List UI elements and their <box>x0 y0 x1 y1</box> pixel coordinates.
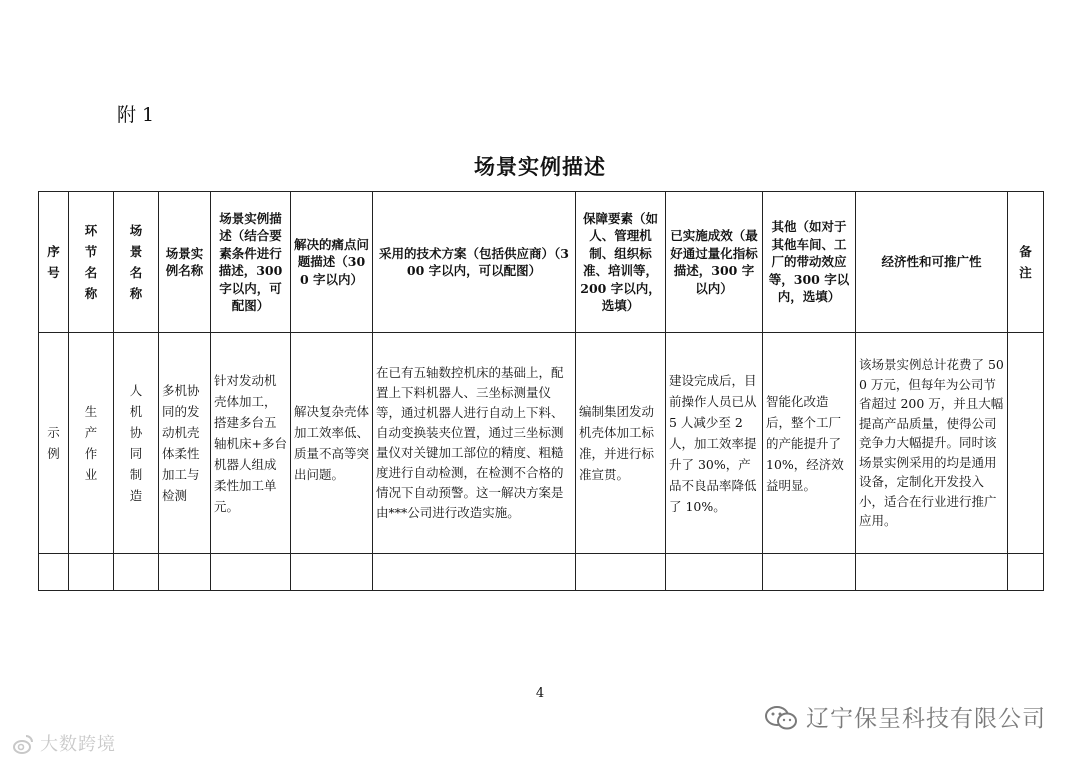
empty-cell <box>1008 554 1044 591</box>
header-cell-other: 其他（如对于其他车间、工厂的带动效应等，300 字以内，选填） <box>763 192 856 333</box>
empty-cell <box>666 554 763 591</box>
empty-cell <box>763 554 856 591</box>
scenario-table <box>38 191 1044 591</box>
cell-economics: 该场景实例总计花费了 500 万元，但每年为公司节省超过 200 万，并且大幅提高产品质量，使得公司竞争力大幅提升。同时该场景实例采用的均是通用设备，定制化开发投入小，适合在行业进行推广应用。 <box>856 333 1008 554</box>
watermark-right-text: 辽宁保呈科技有限公司 <box>806 706 1046 732</box>
header-cell-index: 序号 <box>39 192 69 333</box>
header-cell-technical-solution: 采用的技术方案（包括供应商）（300 字以内，可以配图） <box>373 192 576 333</box>
header-cell-stage: 环节名称 <box>69 192 114 333</box>
empty-cell <box>856 554 1008 591</box>
cell-scenario: 人机协同制造 <box>114 333 159 554</box>
header-cell-instance-description: 场景实例描述（结合要素条件进行描述，300 字以内，可配图） <box>211 192 291 333</box>
table-row-empty <box>39 554 1044 591</box>
empty-cell <box>291 554 373 591</box>
empty-cell <box>576 554 666 591</box>
cell-instance-name: 多机协同的发动机壳体柔性加工与检测 <box>159 333 211 554</box>
table-header-row <box>39 192 1044 333</box>
empty-cell <box>373 554 576 591</box>
empty-cell <box>69 554 114 591</box>
empty-cell <box>159 554 211 591</box>
cell-pain-points: 解决复杂壳体加工效率低、质量不高等突出问题。 <box>291 333 373 554</box>
cell-stage: 生产作业 <box>69 333 114 554</box>
page-title: 场景实例描述 <box>474 154 606 179</box>
header-cell-pain-points: 解决的痛点问题描述（300 字以内） <box>291 192 373 333</box>
cell-technical-solution: 在已有五轴数控机床的基础上，配置上下料机器人、三坐标测量仪等，通过机器人进行自动上下料、自动变换装夹位置，通过三坐标测量仪对关键加工部位的精度、粗糙度进行自动检测，在检测不合格的情况下自动预警。这一解决方案是由***公司进行改造实施。 <box>373 333 576 554</box>
appendix-label: 附 1 <box>117 104 155 126</box>
header-cell-instance-name: 场景实例名称 <box>159 192 211 333</box>
header-cell-results: 已实施成效（最好通过量化指标描述，300 字以内） <box>666 192 763 333</box>
table-row <box>39 333 1044 554</box>
cell-results: 建设完成后，目前操作人员已从 5 人减少至 2 人，加工效率提升了 30%，产品不良品率降低了 10%。 <box>666 333 763 554</box>
empty-cell <box>114 554 159 591</box>
header-cell-economics: 经济性和可推广性 <box>856 192 1008 333</box>
weibo-logo-icon <box>12 733 34 755</box>
header-cell-remarks: 备注 <box>1008 192 1044 333</box>
empty-cell <box>211 554 291 591</box>
cell-guarantee-factors: 编制集团发动机壳体加工标准，并进行标准宣贯。 <box>576 333 666 554</box>
page-number: 4 <box>535 686 545 701</box>
empty-cell <box>39 554 69 591</box>
cell-other: 智能化改造后，整个工厂的产能提升了 10%，经济效益明显。 <box>763 333 856 554</box>
wechat-logo-icon <box>764 705 798 731</box>
watermark-right <box>764 700 1046 733</box>
cell-remarks <box>1008 333 1044 554</box>
cell-index: 示例 <box>39 333 69 554</box>
header-cell-guarantee-factors: 保障要素（如人、管理机制、组织标准、培训等，200 字以内，选填） <box>576 192 666 333</box>
cell-instance-description: 针对发动机壳体加工，搭建多台五轴机床+多台机器人组成柔性加工单元。 <box>211 333 291 554</box>
header-cell-scenario: 场景名称 <box>114 192 159 333</box>
watermark-left <box>12 730 116 756</box>
watermark-left-text: 大数跨境 <box>40 734 116 755</box>
